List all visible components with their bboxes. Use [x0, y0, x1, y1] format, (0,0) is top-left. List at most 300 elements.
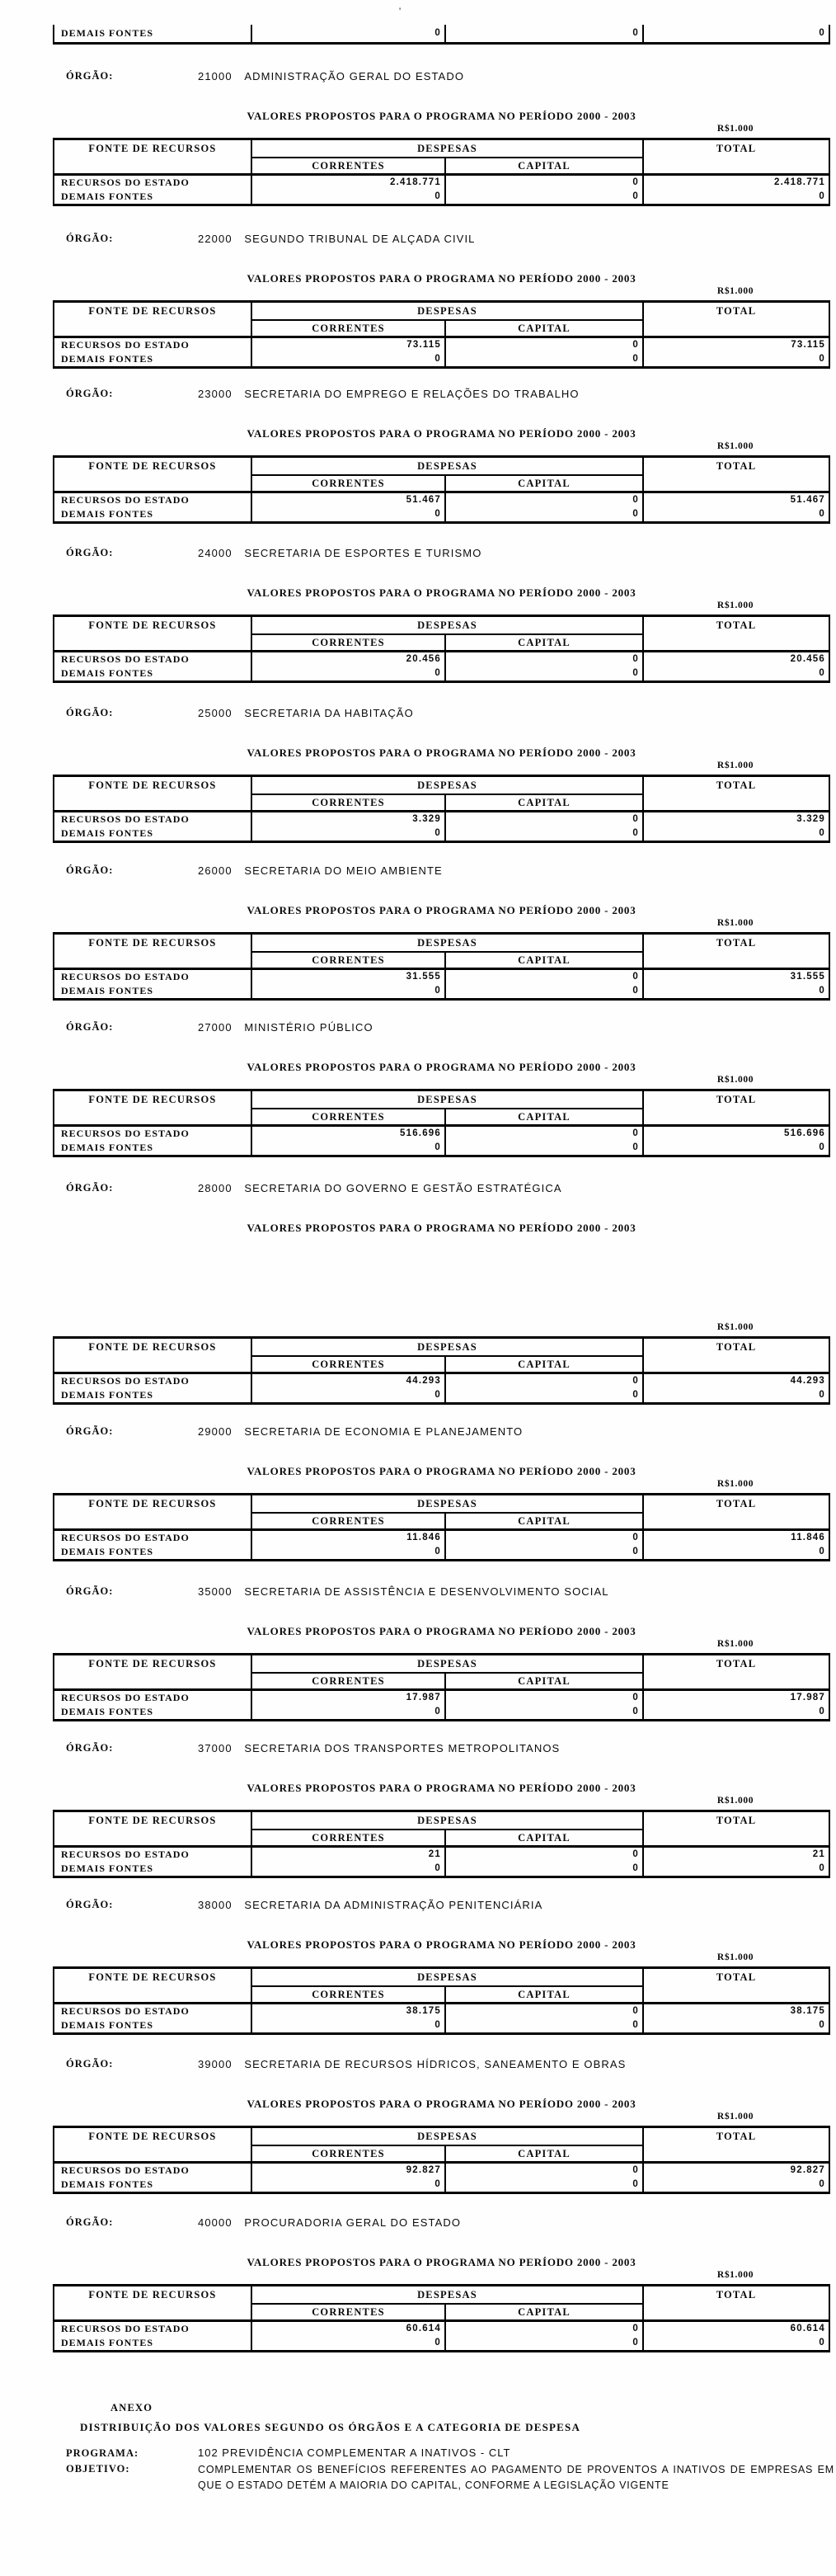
orgao-block: [0, 388, 836, 528]
row-label-demais-fontes: DEMAIS FONTES: [54, 1388, 252, 1402]
orgao-name: SECRETARIA DA ADMINISTRAÇÃO PENITENCIÁRIA: [244, 1899, 543, 1911]
orgao-code: 35000: [198, 1585, 232, 1598]
header-capital: CAPITAL: [446, 1108, 644, 1124]
capital-value: 0: [446, 826, 644, 841]
capital-value: 0: [446, 1374, 644, 1388]
header-despesas: DESPESAS: [252, 617, 644, 633]
header-fonte-de-recursos: FONTE DE RECURSOS: [54, 1655, 252, 1672]
header-correntes: CORRENTES: [252, 1355, 446, 1372]
table-title: VALORES PROPOSTOS PARA O PROGRAMA NO PERÍODO 2000 - 2003: [247, 746, 636, 759]
header-spacer: [54, 2145, 252, 2161]
header-spacer: [54, 474, 252, 491]
correntes-value: 0: [252, 25, 446, 42]
capital-value: 0: [446, 1127, 644, 1141]
row-label-demais-fontes: DEMAIS FONTES: [54, 1545, 252, 1559]
row-label-demais-fontes: DEMAIS FONTES: [54, 1705, 252, 1719]
total-value: 0: [819, 1707, 825, 1717]
header-correntes: CORRENTES: [252, 1672, 446, 1688]
header-capital: CAPITAL: [446, 1985, 644, 2002]
table-header-row-2: [54, 951, 829, 968]
table-title: VALORES PROPOSTOS PARA O PROGRAMA NO PERÍODO 2000 - 2003: [247, 586, 636, 599]
header-fonte-de-recursos: FONTE DE RECURSOS: [54, 2286, 252, 2303]
row-label-demais-fontes: DEMAIS FONTES: [54, 25, 252, 42]
table-header-row-1: [54, 935, 829, 951]
orgao-code: 27000: [198, 1021, 232, 1034]
orgao-label: ÓRGÃO:: [66, 1899, 114, 1910]
table-row: [54, 25, 829, 42]
unit-label: R$1.000: [716, 2112, 754, 2122]
header-spacer: [54, 2303, 252, 2319]
orgao-block: [0, 1742, 836, 1882]
correntes-value: 0: [252, 1141, 446, 1155]
orgao-name: ADMINISTRAÇÃO GERAL DO ESTADO: [244, 70, 465, 82]
header-capital: CAPITAL: [446, 951, 644, 968]
correntes-value: 21: [252, 1848, 446, 1862]
header-despesas: DESPESAS: [252, 140, 644, 157]
header-correntes: CORRENTES: [252, 1829, 446, 1845]
table-header-row-2: [54, 1108, 829, 1124]
row-label-demais-fontes: DEMAIS FONTES: [54, 2178, 252, 2192]
header-spacer: [54, 1108, 252, 1124]
row-label-recursos-do-estado: RECURSOS DO ESTADO: [54, 2004, 252, 2018]
correntes-value: 0: [252, 1388, 446, 1402]
orgao-name: SECRETARIA DA HABITAÇÃO: [244, 707, 414, 719]
header-fonte-de-recursos: FONTE DE RECURSOS: [54, 1091, 252, 1108]
correntes-value: 0: [252, 2018, 446, 2032]
correntes-value: 0: [252, 1545, 446, 1559]
table-header-row-2: [54, 1672, 829, 1688]
row-label-demais-fontes: DEMAIS FONTES: [54, 1862, 252, 1876]
row-label-recursos-do-estado: RECURSOS DO ESTADO: [54, 176, 252, 190]
table-body: [54, 650, 829, 680]
header-capital: CAPITAL: [446, 157, 644, 173]
header-capital: CAPITAL: [446, 474, 644, 491]
header-spacer: [644, 319, 829, 336]
row-label-demais-fontes: DEMAIS FONTES: [54, 2018, 252, 2032]
header-total: TOTAL: [716, 1341, 757, 1353]
table-header-row-2: [54, 633, 829, 650]
table-row-demais-fontes: [54, 1705, 829, 1719]
table-title: VALORES PROPOSTOS PARA O PROGRAMA NO PERÍODO 2000 - 2003: [247, 1782, 636, 1794]
header-fonte-de-recursos: FONTE DE RECURSOS: [54, 1812, 252, 1829]
capital-value: 0: [446, 190, 644, 204]
total-value: 0: [819, 1863, 825, 1873]
table-body: [54, 1845, 829, 1876]
table-title: VALORES PROPOSTOS PARA O PROGRAMA NO PERÍODO 2000 - 2003: [247, 1465, 636, 1477]
table-row-recursos-do-estado: [54, 1374, 829, 1388]
capital-value: 0: [446, 1141, 644, 1155]
header-spacer: [54, 1672, 252, 1688]
correntes-value: 0: [252, 1705, 446, 1719]
total-value: 2.418.771: [774, 177, 825, 187]
table-row-recursos-do-estado: [54, 1848, 829, 1862]
correntes-value: 44.293: [252, 1374, 446, 1388]
header-correntes: CORRENTES: [252, 1512, 446, 1528]
table-title: VALORES PROPOSTOS PARA O PROGRAMA NO PERÍODO 2000 - 2003: [247, 427, 636, 440]
row-label-recursos-do-estado: RECURSOS DO ESTADO: [54, 1691, 252, 1705]
total-value: 0: [819, 2020, 825, 2030]
unit-label: R$1.000: [716, 441, 754, 451]
header-total: TOTAL: [716, 1815, 757, 1826]
header-spacer: [644, 1355, 829, 1372]
unit-label: R$1.000: [716, 1796, 754, 1806]
header-capital: CAPITAL: [446, 1355, 644, 1372]
orgao-block: [0, 1899, 836, 2039]
header-capital: CAPITAL: [446, 1672, 644, 1688]
orgao-block: [0, 707, 836, 847]
unit-label: R$1.000: [716, 286, 754, 296]
orgao-label: ÓRGÃO:: [66, 1425, 114, 1437]
table-row-demais-fontes: [54, 826, 829, 841]
total-value: 0: [819, 1390, 825, 1400]
table-header-row-1: [54, 303, 829, 319]
header-spacer: [644, 1512, 829, 1528]
row-label-demais-fontes: DEMAIS FONTES: [54, 507, 252, 521]
header-capital: CAPITAL: [446, 794, 644, 810]
correntes-value: 0: [252, 190, 446, 204]
table-title: VALORES PROPOSTOS PARA O PROGRAMA NO PERÍODO 2000 - 2003: [247, 272, 636, 285]
header-spacer: [54, 1829, 252, 1845]
total-value: 11.846: [791, 1533, 825, 1542]
header-spacer: [54, 951, 252, 968]
unit-label: R$1.000: [716, 2270, 754, 2280]
table-header-row-1: [54, 1655, 829, 1672]
row-label-recursos-do-estado: RECURSOS DO ESTADO: [54, 1127, 252, 1141]
capital-value: 0: [446, 2336, 644, 2350]
header-despesas: DESPESAS: [252, 2128, 644, 2145]
row-label-demais-fontes: DEMAIS FONTES: [54, 984, 252, 998]
header-fonte-de-recursos: FONTE DE RECURSOS: [54, 140, 252, 157]
table-row-recursos-do-estado: [54, 493, 829, 507]
correntes-value: 0: [252, 984, 446, 998]
table-header-row-1: [54, 458, 829, 474]
correntes-value: 0: [252, 2178, 446, 2192]
correntes-value: 0: [252, 352, 446, 366]
header-total: TOTAL: [716, 1498, 757, 1509]
row-label-recursos-do-estado: RECURSOS DO ESTADO: [54, 493, 252, 507]
objetivo-label: OBJETIVO:: [66, 2463, 130, 2475]
total-value: 516.696: [784, 1128, 825, 1138]
table-row-demais-fontes: [54, 190, 829, 204]
correntes-value: 20.456: [252, 652, 446, 666]
header-correntes: CORRENTES: [252, 1985, 446, 2002]
header-spacer: [644, 2303, 829, 2319]
total-value: 0: [819, 668, 825, 678]
capital-value: 0: [446, 1388, 644, 1402]
table-title: VALORES PROPOSTOS PARA O PROGRAMA NO PERÍODO 2000 - 2003: [247, 110, 636, 122]
orgao-label: ÓRGÃO:: [66, 2058, 114, 2070]
table-row-demais-fontes: [54, 2336, 829, 2350]
orgao-label: ÓRGÃO:: [66, 233, 114, 244]
values-table: [53, 615, 830, 683]
orgao-name: SECRETARIA DO MEIO AMBIENTE: [244, 864, 443, 877]
orgao-name: SEGUNDO TRIBUNAL DE ALÇADA CIVIL: [244, 233, 476, 245]
orgao-label: ÓRGÃO:: [66, 707, 114, 718]
capital-value: 0: [446, 176, 644, 190]
row-label-demais-fontes: DEMAIS FONTES: [54, 190, 252, 204]
header-spacer: [54, 633, 252, 650]
orgao-name: SECRETARIA DE ECONOMIA E PLANEJAMENTO: [244, 1425, 524, 1438]
capital-value: 0: [446, 666, 644, 680]
header-despesas: DESPESAS: [252, 1339, 644, 1355]
header-spacer: [644, 633, 829, 650]
table-body: [54, 2161, 829, 2192]
header-fonte-de-recursos: FONTE DE RECURSOS: [54, 1339, 252, 1355]
capital-value: 0: [446, 2164, 644, 2178]
table-row-recursos-do-estado: [54, 1531, 829, 1545]
unit-label: R$1.000: [716, 1322, 754, 1332]
total-value: 0: [819, 354, 825, 364]
capital-value: 0: [446, 493, 644, 507]
total-value: 0: [819, 986, 825, 996]
values-table: [53, 1966, 830, 2035]
values-table: [53, 1810, 830, 1878]
header-spacer: [54, 157, 252, 173]
table-row-recursos-do-estado: [54, 1127, 829, 1141]
table-row-recursos-do-estado: [54, 176, 829, 190]
correntes-value: 17.987: [252, 1691, 446, 1705]
correntes-value: 0: [252, 826, 446, 841]
orgao-block: [0, 1585, 836, 1726]
table-body: [54, 968, 829, 998]
orgao-line: [198, 1899, 542, 1911]
table-header-row-2: [54, 1985, 829, 2002]
orgao-line: [198, 1585, 609, 1598]
values-table: [53, 1493, 830, 1561]
table-row-demais-fontes: [54, 666, 829, 680]
correntes-value: 0: [252, 666, 446, 680]
orgao-name: SECRETARIA DE ESPORTES E TURISMO: [244, 547, 482, 559]
header-total: TOTAL: [716, 1971, 757, 1983]
orgao-block: [0, 547, 836, 687]
correntes-value: 0: [252, 2336, 446, 2350]
table-header-row-2: [54, 1355, 829, 1372]
orgao-line: [198, 864, 443, 877]
total-value: 38.175: [790, 2006, 825, 2016]
total-value: 0: [819, 828, 825, 838]
header-despesas: DESPESAS: [252, 458, 644, 474]
table-row-recursos-do-estado: [54, 2322, 829, 2336]
table-header-row-2: [54, 157, 829, 173]
programa-label: PROGRAMA:: [66, 2447, 139, 2459]
orgao-block: [0, 233, 836, 373]
header-spacer: [54, 794, 252, 810]
orgao-code: 23000: [198, 388, 232, 400]
table-header-row-1: [54, 140, 829, 157]
header-total: TOTAL: [716, 619, 757, 631]
header-despesas: DESPESAS: [252, 777, 644, 794]
header-correntes: CORRENTES: [252, 319, 446, 336]
table-header-row-1: [54, 777, 829, 794]
orgao-code: 26000: [198, 864, 232, 877]
row-label-demais-fontes: DEMAIS FONTES: [54, 1141, 252, 1155]
table-body: [54, 491, 829, 521]
table-row-recursos-do-estado: [54, 2164, 829, 2178]
orgao-line: [198, 2058, 626, 2070]
table-body: [54, 1372, 829, 1402]
header-spacer: [644, 474, 829, 491]
orgao-name: MINISTÉRIO PÚBLICO: [244, 1021, 373, 1034]
row-label-demais-fontes: DEMAIS FONTES: [54, 2336, 252, 2350]
correntes-value: 516.696: [252, 1127, 446, 1141]
header-spacer: [54, 1512, 252, 1528]
total-value: 0: [819, 2179, 825, 2189]
table-row-demais-fontes: [54, 984, 829, 998]
table-header-row-1: [54, 1091, 829, 1108]
orgao-code: 24000: [198, 547, 232, 559]
correntes-value: 73.115: [252, 338, 446, 352]
orgao-line: [198, 1425, 523, 1438]
header-spacer: [644, 1829, 829, 1845]
capital-value: 0: [446, 352, 644, 366]
row-label-recursos-do-estado: RECURSOS DO ESTADO: [54, 2322, 252, 2336]
total-value: 3.329: [796, 814, 825, 824]
correntes-value: 92.827: [252, 2164, 446, 2178]
unit-label: R$1.000: [716, 918, 754, 928]
capital-value: 0: [446, 2018, 644, 2032]
orgao-line: [198, 707, 414, 719]
header-fonte-de-recursos: FONTE DE RECURSOS: [54, 777, 252, 794]
orgao-name: SECRETARIA DE ASSISTÊNCIA E DESENVOLVIMENTO SOCIAL: [244, 1585, 609, 1598]
orgao-block: [0, 864, 836, 1005]
table-body: [54, 173, 829, 204]
orgao-line: [198, 547, 481, 559]
header-despesas: DESPESAS: [252, 935, 644, 951]
table-row-demais-fontes: [54, 507, 829, 521]
header-despesas: DESPESAS: [252, 2286, 644, 2303]
unit-label: R$1.000: [716, 1479, 754, 1489]
header-spacer: [644, 1985, 829, 2002]
orgao-name: SECRETARIA DOS TRANSPORTES METROPOLITANOS: [244, 1742, 561, 1754]
orgao-code: 29000: [198, 1425, 232, 1438]
capital-value: 0: [446, 1862, 644, 1876]
row-label-demais-fontes: DEMAIS FONTES: [54, 826, 252, 841]
orgao-line: [198, 233, 475, 245]
table-row-demais-fontes: [54, 352, 829, 366]
header-spacer: [644, 951, 829, 968]
header-capital: CAPITAL: [446, 2145, 644, 2161]
orgao-line: [198, 388, 580, 400]
table-body: [54, 1124, 829, 1155]
unit-label: R$1.000: [716, 600, 754, 610]
table-body: [54, 810, 829, 841]
table-header-row-2: [54, 794, 829, 810]
row-label-recursos-do-estado: RECURSOS DO ESTADO: [54, 338, 252, 352]
capital-value: 0: [446, 338, 644, 352]
values-table: [53, 2126, 830, 2194]
orgao-label: ÓRGÃO:: [66, 1585, 114, 1597]
total-value: 0: [819, 28, 825, 38]
header-fonte-de-recursos: FONTE DE RECURSOS: [54, 2128, 252, 2145]
orgao-line: [198, 1182, 562, 1194]
header-capital: CAPITAL: [446, 2303, 644, 2319]
orgao-code: 25000: [198, 707, 232, 719]
table-row-recursos-do-estado: [54, 970, 829, 984]
values-table: [53, 932, 830, 1001]
orgao-line: [198, 70, 464, 82]
total-value: 20.456: [790, 654, 825, 664]
table-row-demais-fontes: [54, 1388, 829, 1402]
total-value: 17.987: [790, 1693, 825, 1702]
header-correntes: CORRENTES: [252, 2145, 446, 2161]
table-header-row-1: [54, 617, 829, 633]
orgao-code: 40000: [198, 2216, 232, 2229]
capital-value: 0: [446, 1545, 644, 1559]
header-fonte-de-recursos: FONTE DE RECURSOS: [54, 617, 252, 633]
header-spacer: [54, 1355, 252, 1372]
orgao-line: [198, 2216, 461, 2229]
row-label-recursos-do-estado: RECURSOS DO ESTADO: [54, 652, 252, 666]
programa-value: 102 PREVIDÊNCIA COMPLEMENTAR A INATIVOS - CLT: [198, 2446, 511, 2459]
header-spacer: [644, 157, 829, 173]
table-body: [54, 2319, 829, 2350]
anexo-heading: ANEXO: [110, 2402, 153, 2414]
total-value: 0: [819, 509, 825, 519]
distribuicao-heading: DISTRIBUIÇÃO DOS VALORES SEGUNDO OS ÓRGÃOS E A CATEGORIA DE DESPESA: [80, 2421, 581, 2433]
header-correntes: CORRENTES: [252, 633, 446, 650]
header-spacer: [644, 794, 829, 810]
header-total: TOTAL: [716, 1094, 757, 1105]
orgao-label: ÓRGÃO:: [66, 864, 114, 876]
orgao-block: [0, 1425, 836, 1566]
unit-label: R$1.000: [716, 1075, 754, 1085]
correntes-value: 51.467: [252, 493, 446, 507]
values-table: [53, 455, 830, 524]
header-correntes: CORRENTES: [252, 794, 446, 810]
orgao-block: [0, 2058, 836, 2198]
table-title: VALORES PROPOSTOS PARA O PROGRAMA NO PERÍODO 2000 - 2003: [247, 2098, 636, 2110]
orgao-line: [198, 1742, 560, 1754]
orgao-line: [198, 1021, 373, 1034]
total-value: 0: [819, 2338, 825, 2348]
header-spacer: [54, 1985, 252, 2002]
header-correntes: CORRENTES: [252, 1108, 446, 1124]
header-spacer: [54, 319, 252, 336]
table-row-recursos-do-estado: [54, 2004, 829, 2018]
table-header-row-1: [54, 1812, 829, 1829]
orgao-code: 37000: [198, 1742, 232, 1754]
capital-value: 0: [446, 1705, 644, 1719]
capital-value: 0: [446, 2322, 644, 2336]
orgao-block: [0, 70, 836, 210]
table-row-demais-fontes: [54, 1545, 829, 1559]
row-label-recursos-do-estado: RECURSOS DO ESTADO: [54, 2164, 252, 2178]
orgao-name: SECRETARIA DO GOVERNO E GESTÃO ESTRATÉGICA: [244, 1182, 562, 1194]
table-header-row-1: [54, 2128, 829, 2145]
table-body: [54, 1528, 829, 1559]
row-label-recursos-do-estado: RECURSOS DO ESTADO: [54, 1531, 252, 1545]
header-total: TOTAL: [716, 779, 757, 791]
row-label-demais-fontes: DEMAIS FONTES: [54, 352, 252, 366]
orgao-label: ÓRGÃO:: [66, 1021, 114, 1033]
table-header-row-2: [54, 1512, 829, 1528]
correntes-value: 38.175: [252, 2004, 446, 2018]
values-table: [53, 138, 830, 206]
header-total: TOTAL: [716, 937, 757, 949]
partial-table-fragment: [53, 25, 830, 45]
correntes-value: 60.614: [252, 2322, 446, 2336]
correntes-value: 11.846: [252, 1531, 446, 1545]
unit-label: R$1.000: [716, 124, 754, 134]
header-despesas: DESPESAS: [252, 1091, 644, 1108]
header-correntes: CORRENTES: [252, 157, 446, 173]
table-row-recursos-do-estado: [54, 1691, 829, 1705]
header-fonte-de-recursos: FONTE DE RECURSOS: [54, 1495, 252, 1512]
orgao-block: [0, 1021, 836, 1161]
table-header-row-2: [54, 1829, 829, 1845]
orgao-code: 39000: [198, 2058, 232, 2070]
orgao-code: 28000: [198, 1182, 232, 1194]
